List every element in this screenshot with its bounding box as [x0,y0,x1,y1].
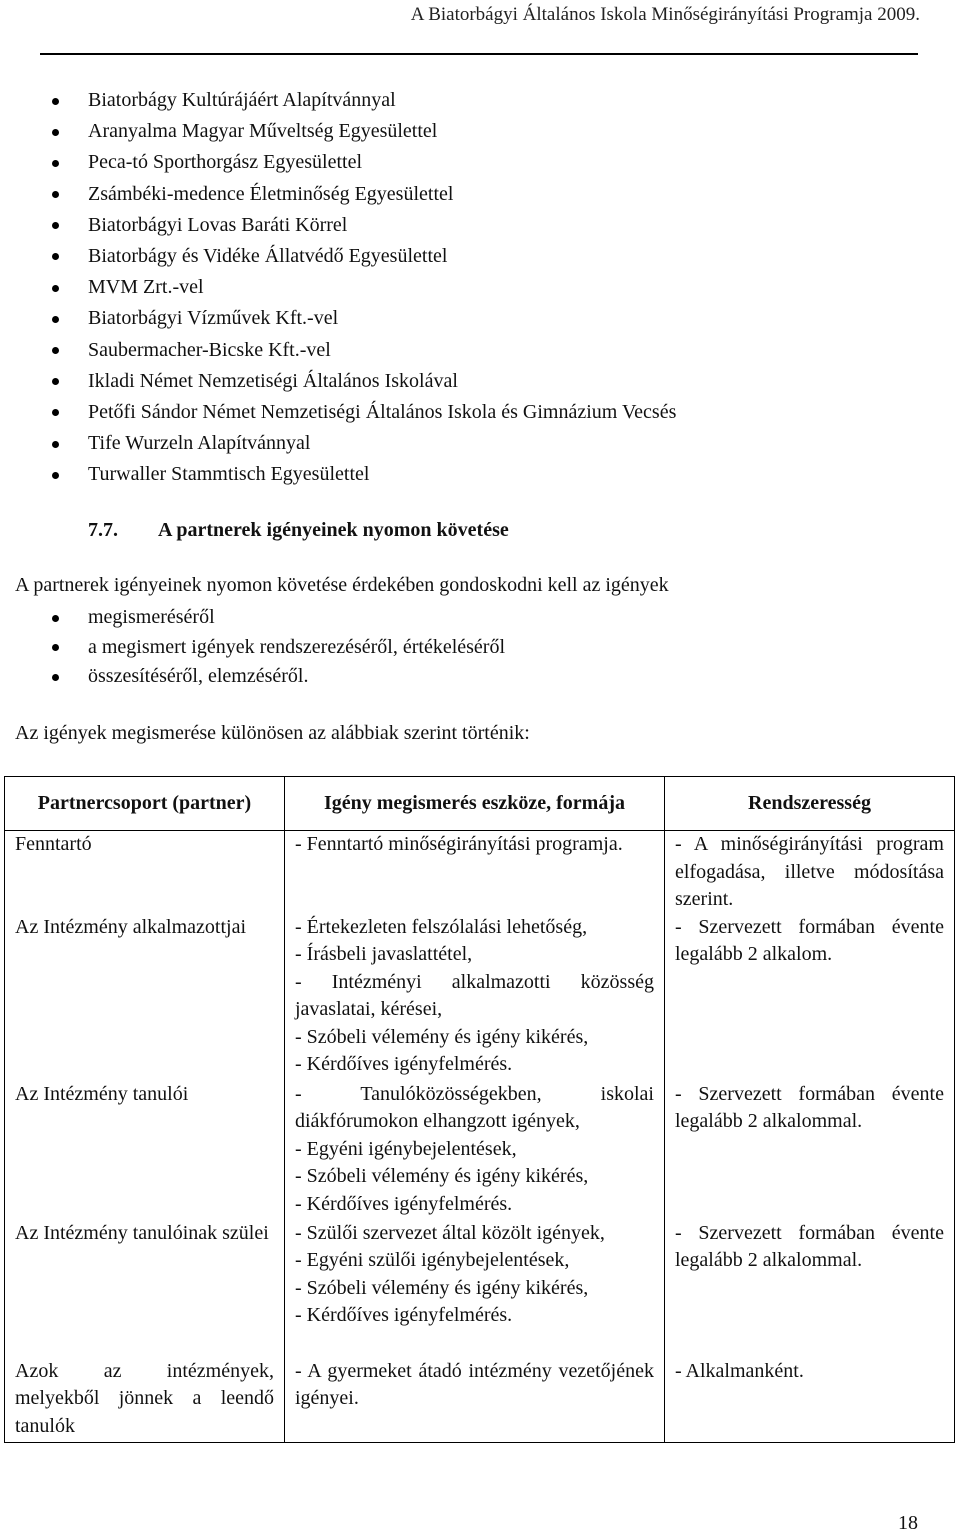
partner-list-item-text: Biatorbágy és Vidéke Állatvédő Egyesülettel [88,244,448,267]
partner-list-item-text: MVM Zrt.-vel [88,276,204,299]
bullet-icon [52,409,59,416]
partner-list-item [0,179,676,210]
partner-cell-line: Az Intézmény alkalmazottjai [15,915,247,938]
partner-list-item [0,428,676,459]
partner-cell-line: Azok az intézmények, melyekből jönnek a leendő tanulók [15,1359,274,1437]
needs-table [4,776,955,1443]
table-row [5,1081,955,1220]
table-row [5,1220,955,1358]
partner-list-item-text: Zsámbéki-medence Életminőség Egyesülettel [88,182,454,205]
bullet-icon [52,644,59,651]
partner-list-item [0,85,676,116]
bullet-icon [52,441,59,448]
header-frequency: Rendszeresség [665,777,955,831]
table-header-row [5,777,955,831]
frequency-cell-line: - Szervezett formában évente legalább 2 alkalom. [675,915,944,965]
partner-cell-line: Az Intézmény tanulóinak szülei [15,1221,269,1244]
partner-list-item [0,147,676,178]
frequency-cell-line: - A minőségirányítási program elfogadása, illetve módosítása szerint. [675,833,944,910]
bullet-icon [52,674,59,681]
frequency-cell [665,914,955,1081]
needs-list-item-text: megismeréséről [88,606,215,628]
tool-cell-line: - Egyéni igénybejelentések, [295,1137,517,1160]
tool-cell-line: - Szóbeli vélemény és igény kikérés, [295,1165,589,1187]
tool-cell-line: - Kérdőíves igényfelmérés. [295,1192,513,1215]
bullet-icon [52,253,59,260]
tool-cell-line: - Kérdőíves igényfelmérés. [295,1304,513,1326]
partner-cell-line: Fenntartó [15,833,92,855]
lead-paragraph: Az igények megismerése különösen az alábbiak szerint történik: [15,722,530,744]
bullet-icon [52,347,59,354]
section-heading [88,519,509,542]
bullet-icon [52,615,59,622]
partner-list-item [0,210,676,241]
tool-cell-line: - Egyéni szülői igénybejelentések, [295,1249,570,1271]
header-partner: Partnercsoport (partner) [5,777,285,831]
partner-list-item-text: Turwaller Stammtisch Egyesülettel [88,463,370,486]
table-row [5,1358,955,1443]
tool-cell [285,1358,665,1443]
bullet-icon [52,316,59,323]
tool-cell-line: - Írásbeli javaslattétel, [295,943,473,965]
bullet-icon [52,160,59,167]
table-body [5,831,955,1443]
section-title: A partnerek igényeinek nyomon követése [158,519,509,541]
tool-cell [285,831,665,914]
section-number: 7.7. [88,519,118,541]
header-title: A Biatorbágyi Általános Iskola Minőségirányítási Programja 2009. [410,4,920,25]
partner-cell [5,914,285,1081]
partner-list-item [0,241,676,272]
needs-list-item [0,662,505,692]
page-number: 18 [898,1512,918,1534]
table-row [5,914,955,1081]
partner-list-item [0,272,676,303]
frequency-cell [665,831,955,914]
tool-cell-line: - Tanulóközösségekben, iskolai diákfórumokon elhangzott igények, [295,1082,654,1132]
partner-list-item-text: Petőfi Sándor Német Nemzetiségi Általános Iskola és Gimnázium Vecsés [88,400,677,423]
partner-list-item-text: Ikladi Német Nemzetiségi Általános Iskolával [88,369,458,392]
needs-list-item [0,633,505,663]
bullet-icon [52,98,59,105]
frequency-cell [665,1220,955,1358]
frequency-cell [665,1358,955,1443]
bullet-icon [52,222,59,229]
needs-list-item [0,603,505,633]
partner-list-item [0,397,676,428]
partner-list [0,85,676,490]
bullet-icon [52,378,59,385]
header-tool: Igény megismerés eszköze, formája [285,777,665,831]
partner-cell [5,1220,285,1358]
needs-list [0,603,505,692]
tool-cell [285,914,665,1081]
partner-list-item [0,366,676,397]
tool-cell [285,1220,665,1358]
needs-list-item-text: összesítéséről, elemzéséről. [88,665,309,688]
partner-list-item-text: Biatorbágy Kultúrájáért Alapítvánnyal [88,89,396,111]
partner-list-item-text: Aranyalma Magyar Műveltség Egyesülettel [88,120,438,143]
tool-cell-line: - Szülői szervezet által közölt igények, [295,1221,605,1244]
partner-cell [5,1081,285,1220]
tool-cell-line: - A gyermeket átadó intézmény vezetőjének igényei. [295,1359,654,1409]
bullet-icon [52,129,59,136]
partner-list-item-text: Biatorbágyi Vízművek Kft.-vel [88,307,339,330]
tool-cell-line: - Kérdőíves igényfelmérés. [295,1053,513,1075]
bullet-icon [52,472,59,479]
frequency-cell-line: - Szervezett formában évente legalább 2 alkalommal. [675,1082,944,1132]
partner-cell-line: Az Intézmény tanulói [15,1082,189,1105]
table-row [5,831,955,914]
partner-list-item-text: Peca-tó Sporthorgász Egyesülettel [88,151,363,174]
partner-list-item-text: Tife Wurzeln Alapítvánnyal [88,432,311,455]
frequency-cell-line: - Szervezett formában évente legalább 2 alkalommal. [675,1221,944,1271]
bullet-icon [52,191,59,198]
partner-cell [5,831,285,914]
tool-cell-line: - Szóbeli vélemény és igény kikérés, [295,1276,589,1299]
bullet-icon [52,285,59,292]
partner-list-item [0,303,676,334]
partner-list-item-text: Saubermacher-Bicske Kft.-vel [88,338,331,361]
tool-cell-line: - Értekezleten felszólalási lehetőség, [295,915,588,938]
needs-list-item-text: a megismert igények rendszerezéséről, értékeléséről [88,635,506,658]
tool-cell [285,1081,665,1220]
partner-list-item [0,116,676,147]
partner-list-item [0,459,676,490]
header-rule [40,53,918,55]
partner-list-item-text: Biatorbágyi Lovas Baráti Körrel [88,213,348,236]
partner-list-item [0,335,676,366]
tool-cell-line: - Szóbeli vélemény és igény kikérés, [295,1025,589,1048]
tool-cell-line: - Fenntartó minőségirányítási programja. [295,833,623,855]
partner-cell [5,1358,285,1443]
frequency-cell [665,1081,955,1220]
intro-paragraph: A partnerek igényeinek nyomon követése érdekében gondoskodni kell az igények [15,574,669,596]
tool-cell-line: - Intézményi alkalmazotti közösség javaslatai, kérései, [295,970,654,1020]
frequency-cell-line: - Alkalmanként. [675,1359,804,1382]
